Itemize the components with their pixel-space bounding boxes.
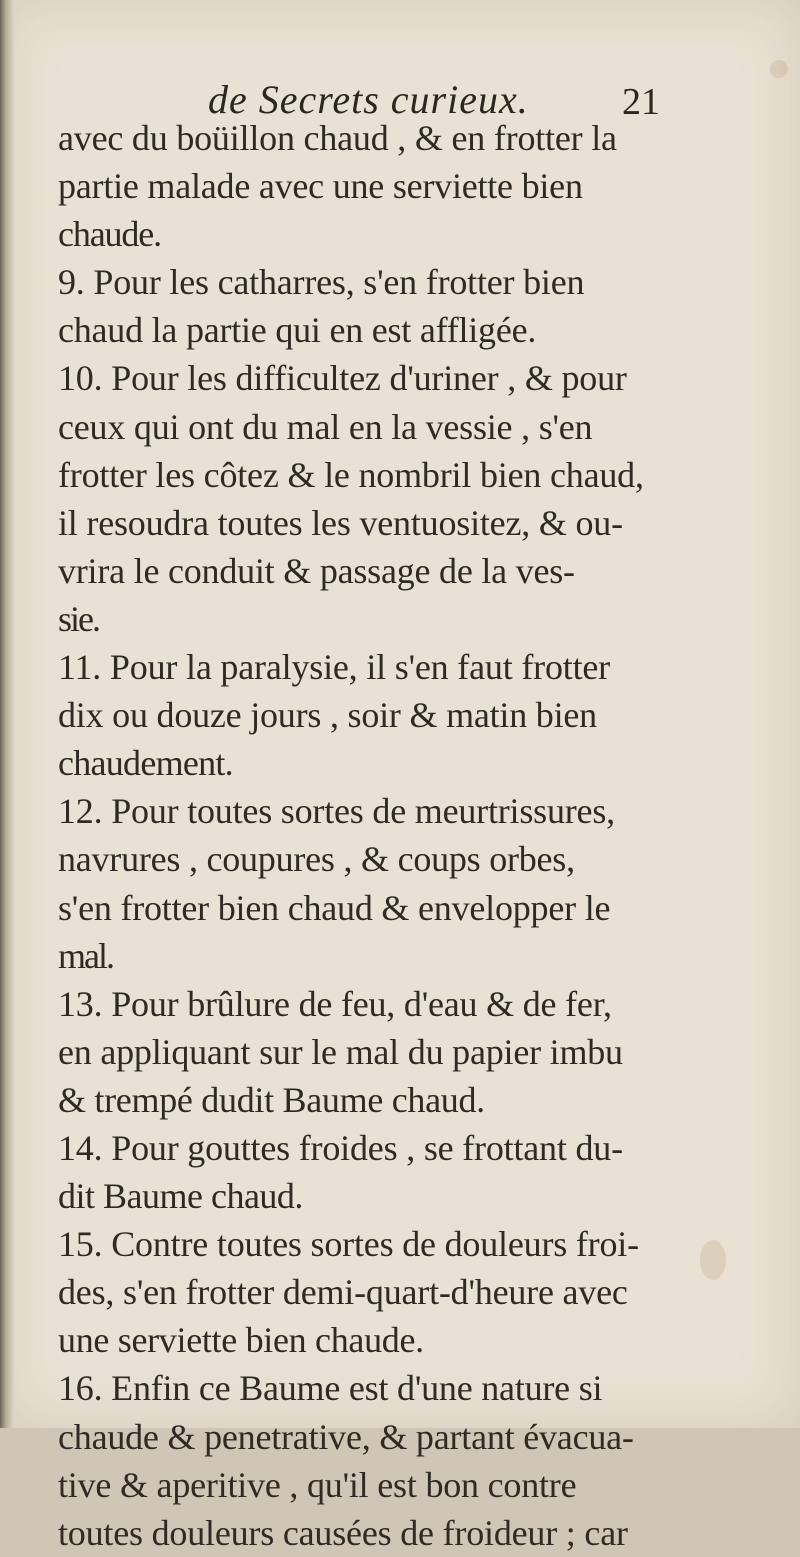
text-line: 14. Pour gouttes froides , se frottant du- [58,1127,623,1168]
text-line: chaude & penetrative, & partant évacua- [58,1416,634,1457]
running-title: de Secrets curieux. [208,77,529,122]
text-line: une serviette bien chaude. [58,1320,424,1361]
text-line: & trempé dudit Baume chaud. [58,1079,485,1120]
text-line: ceux qui ont du mal en la vessie , s'en [58,406,593,447]
text-line: partie malade avec une serviette bien [58,166,583,207]
text-line: en appliquant sur le mal du papier imbu [58,1031,623,1072]
text-line: 13. Pour brûlure de feu, d'eau & de fer, [58,983,612,1024]
text-line: tive & aperitive , qu'il est bon contre [58,1464,577,1505]
text-line: avec du boüillon chaud , & en frotter la [58,118,617,158]
text-line: chaude. [58,214,161,255]
text-line: 10. Pour les difficultez d'uriner , & pour [58,358,627,399]
text-line: 9. Pour les catharres, s'en frotter bien [58,262,585,303]
text-line: toutes douleurs causées de froideur ; car [58,1512,628,1553]
text-line: il resoudra toutes les ventuositez, & ou- [58,502,623,543]
text-line: mal. [58,935,113,976]
page-number: 21 [622,81,660,123]
text-line: sie. [58,598,99,639]
text-line: chaudement. [58,743,233,784]
text-line: des, s'en frotter demi-quart-d'heure avec [58,1272,628,1313]
text-line: 15. Contre toutes sortes de douleurs froi- [58,1224,639,1265]
text-line: chaud la partie qui en est affligée. [58,310,537,351]
text-line: vrira le conduit & passage de la ves- [58,550,575,591]
body-text [58,114,678,1557]
foxing-stain [700,1240,726,1280]
text-line: dix ou douze jours , soir & matin bien [58,695,597,736]
text-line: s'en frotter bien chaud & envelopper le [58,887,611,928]
text-line: dit Baume chaud. [58,1176,303,1217]
text-line: 16. Enfin ce Baume est d'une nature si [58,1368,603,1409]
page-gutter [0,0,14,1428]
text-line: navrures , coupures , & coups orbes, [58,839,575,880]
text-line: 11. Pour la paralysie, il s'en faut frotter [58,647,610,688]
text-line: 12. Pour toutes sortes de meurtrissures, [58,791,615,832]
text-line: frotter les côtez & le nombril bien chaud, [58,454,644,495]
